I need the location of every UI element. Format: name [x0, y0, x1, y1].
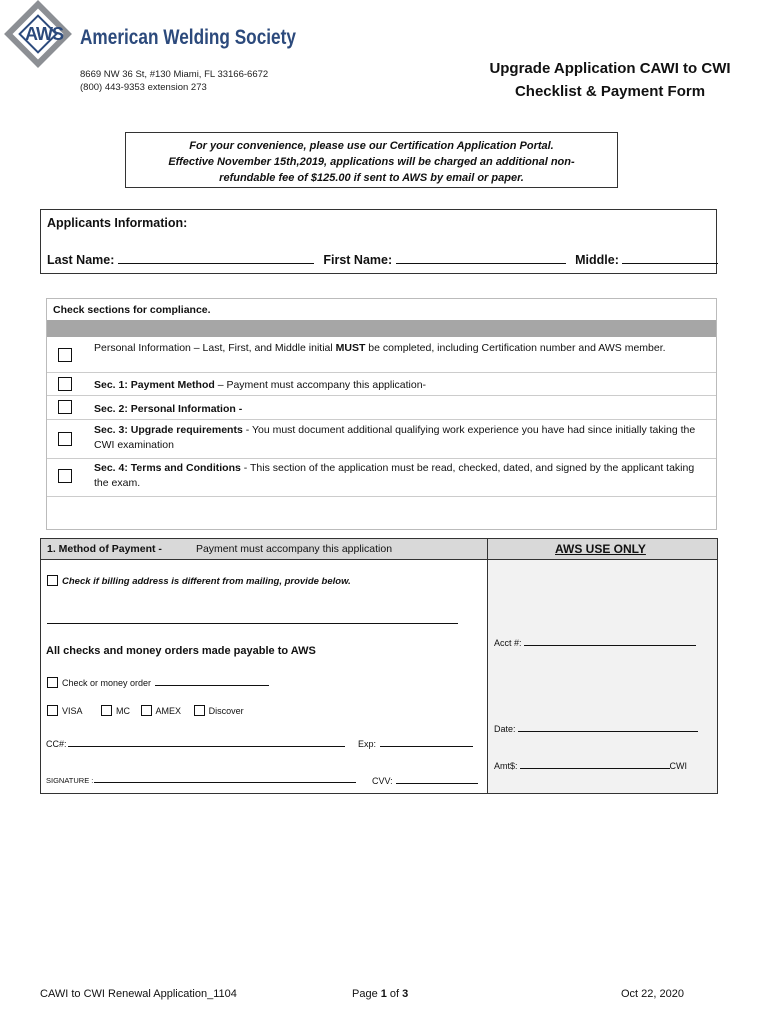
signature-row: SIGNATURE : — [46, 775, 362, 785]
cc-row: CC#: — [46, 738, 351, 749]
footer-page-number: Page 1 of 3 — [352, 988, 409, 1000]
payable-note: All checks and money orders made payable to AWS — [46, 645, 316, 657]
checklist-checkbox-sec4[interactable] — [58, 469, 72, 483]
amex-checkbox[interactable] — [141, 705, 152, 716]
phone-line: (800) 443-9353 extension 273 — [80, 82, 207, 93]
middle-field[interactable] — [622, 251, 718, 264]
discover-checkbox[interactable] — [194, 705, 205, 716]
checklist-row — [47, 373, 716, 396]
aws-use-only-heading: AWS USE ONLY — [555, 542, 646, 556]
notice-line3: refundable fee of $125.00 if sent to AWS by email or paper. — [219, 172, 524, 184]
visa-checkbox[interactable] — [47, 705, 58, 716]
notice-line2: Effective November 15th,2019, applications will be charged an additional non- — [168, 156, 575, 168]
billing-different-checkbox[interactable] — [47, 575, 58, 586]
applicant-heading: Applicants Information: — [47, 216, 188, 230]
checklist-checkbox-personal-info[interactable] — [58, 348, 72, 362]
notice-line1: For your convenience, please use our Certification Application Portal. — [189, 140, 554, 152]
method-of-payment-heading: 1. Method of Payment - Payment must accompany this application — [47, 543, 393, 555]
cvv-row: CVV: — [372, 775, 484, 786]
checklist-title: Check sections for compliance. — [53, 304, 211, 316]
footer-date: Oct 22, 2020 — [621, 988, 684, 1000]
checklist-row — [47, 459, 716, 497]
portal-notice-box — [125, 132, 618, 188]
amt-row: Amt$: CWI — [494, 761, 688, 771]
first-name-field[interactable] — [396, 251, 566, 264]
checklist-text: Sec. 1: Payment Method – Payment must accompany this application- — [94, 379, 427, 391]
first-name-label: First Name: — [323, 253, 393, 267]
checklist-text: Sec. 2: Personal Information - — [94, 403, 243, 415]
checklist-text: Personal Information – Last, First, and Middle initial MUST be completed, including Certification number and AWS member. — [94, 342, 666, 354]
aws-use-only-panel — [488, 560, 717, 793]
aws-logo-text: AWS — [24, 24, 63, 44]
signature-field[interactable] — [94, 775, 356, 783]
checklist-checkbox-sec3[interactable] — [58, 432, 72, 446]
payment-table — [40, 538, 718, 794]
checklist-row — [47, 396, 716, 420]
address-line: 8669 NW 36 St, #130 Miami, FL 33166-6672 — [80, 69, 269, 80]
middle-label: Middle: — [575, 253, 619, 267]
form-title-line1: Upgrade Application CAWI to CWI — [489, 60, 731, 77]
footer-doc-name: CAWI to CWI Renewal Application_1104 — [40, 988, 237, 1000]
last-name-label: Last Name: — [47, 253, 115, 267]
cvv-field[interactable] — [396, 775, 478, 784]
checklist-row — [47, 420, 716, 459]
exp-row: Exp: — [358, 738, 479, 749]
checklist-header-band — [47, 320, 716, 337]
mc-checkbox[interactable] — [101, 705, 112, 716]
check-number-field[interactable] — [155, 677, 269, 686]
name-fields-row — [47, 251, 724, 267]
checklist-text: Sec. 4: Terms and Conditions - This section of the application must be read, checked, dated, and signed by the applicant taking the exam. — [94, 462, 695, 489]
acct-field[interactable] — [524, 637, 696, 646]
cc-number-field[interactable] — [68, 738, 345, 747]
checklist-text: Sec. 3: Upgrade requirements - You must document additional qualifying work experience you have had since initially taking the CWI examination — [94, 424, 696, 451]
date-field[interactable] — [518, 723, 698, 732]
payment-header-row — [41, 539, 717, 560]
card-type-row: VISA MC AMEX Discover — [47, 705, 244, 716]
billing-address-line[interactable] — [47, 623, 458, 624]
check-money-order-row: Check or money order — [47, 677, 275, 688]
checklist-checkbox-sec1[interactable] — [58, 377, 72, 391]
acct-row: Acct #: — [494, 637, 702, 648]
form-title-line2: Checklist & Payment Form — [514, 83, 706, 100]
check-money-order-checkbox[interactable] — [47, 677, 58, 688]
checklist-checkbox-sec2[interactable] — [58, 400, 72, 414]
checklist-row — [47, 337, 716, 373]
amt-field[interactable] — [520, 760, 670, 769]
exp-field[interactable] — [380, 738, 473, 747]
org-name: American Welding Society — [80, 26, 296, 49]
date-row: Date: — [494, 723, 704, 734]
applicant-info-box — [40, 209, 717, 274]
last-name-field[interactable] — [118, 251, 314, 264]
billing-row: Check if billing address is different from mailing, provide below. — [47, 575, 351, 587]
compliance-checklist — [46, 298, 717, 530]
